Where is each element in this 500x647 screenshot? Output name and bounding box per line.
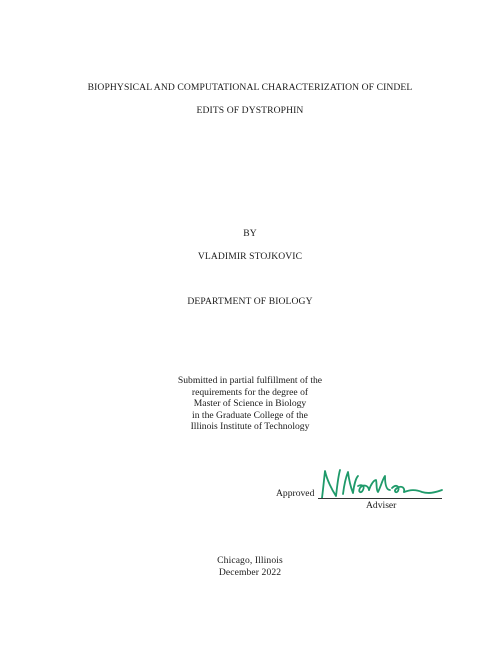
- signature-line: [318, 498, 442, 499]
- by-label: BY: [243, 228, 257, 239]
- submission-line-2: requirements for the degree of: [191, 386, 309, 398]
- author-name: VLADIMIR STOJKOVIC: [197, 251, 303, 262]
- thesis-title-line-2: EDITS OF DYSTROPHIN: [196, 105, 304, 116]
- location: Chicago, Illinois: [217, 555, 283, 566]
- submission-statement: [0, 375, 500, 433]
- thesis-title-line-1: BIOPHYSICAL AND COMPUTATIONAL CHARACTERIZATION OF CINDEL: [87, 82, 413, 93]
- submission-line-5: Illinois Institute of Technology: [190, 421, 310, 433]
- department-name: DEPARTMENT OF BIOLOGY: [187, 296, 313, 307]
- submission-date: December 2022: [218, 567, 282, 578]
- submission-line-1: Submitted in partial fulfillment of the: [177, 375, 323, 386]
- approved-label: Approved: [276, 488, 315, 499]
- adviser-signature: [318, 468, 448, 502]
- submission-line-3: Master of Science in Biology: [193, 398, 307, 410]
- submission-line-4: in the Graduate College of the: [192, 409, 308, 421]
- approval-block: [276, 468, 451, 512]
- adviser-label: Adviser: [366, 500, 397, 511]
